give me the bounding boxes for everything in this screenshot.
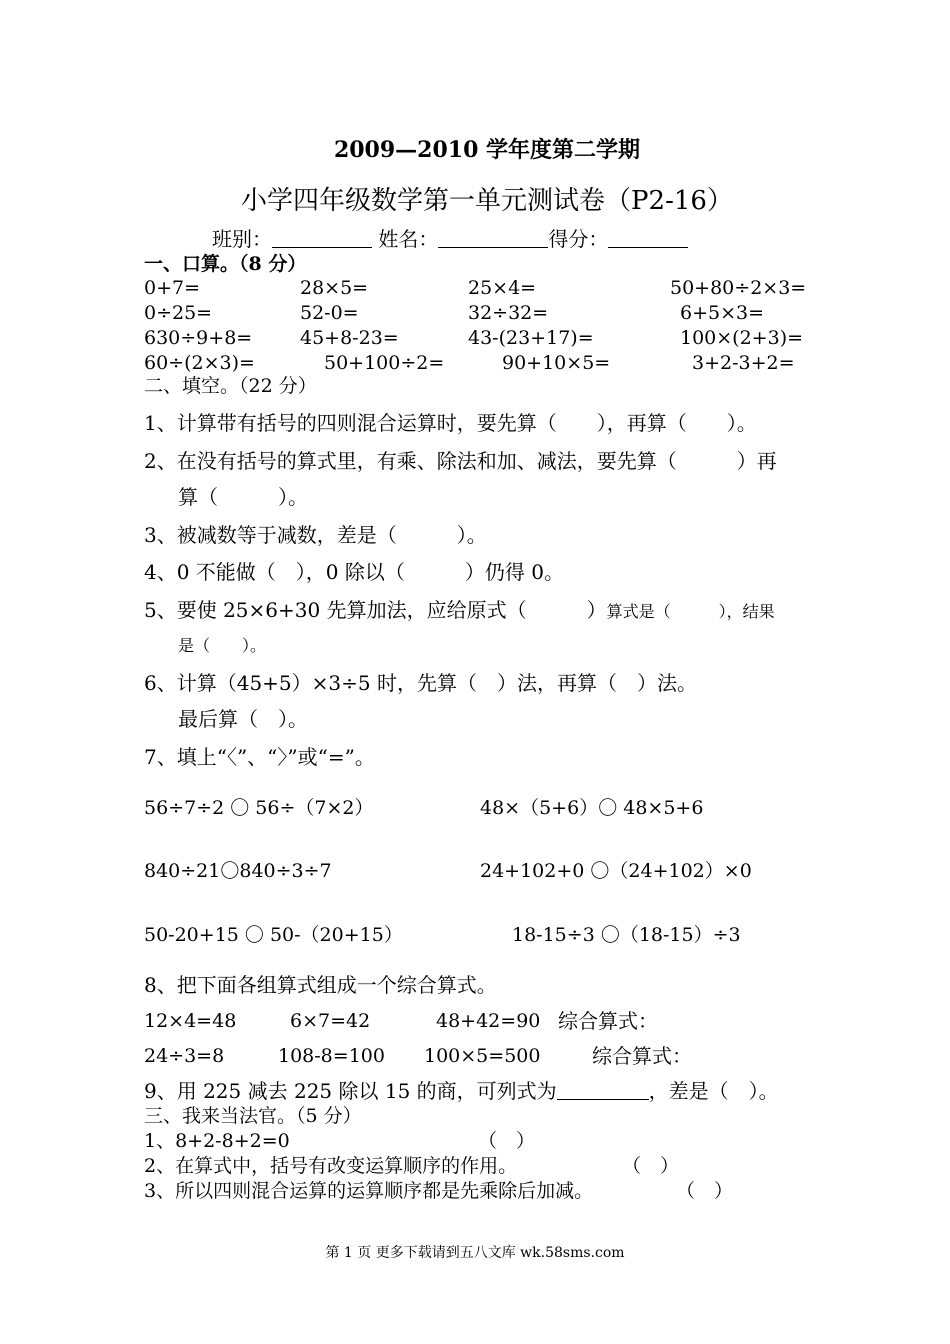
compare-item: 56÷7÷2 〇 56÷（7×2） xyxy=(144,797,374,819)
combine-item: 12×4=48 xyxy=(144,1010,237,1032)
section3-heading: 三、我来当法官。（5 分） xyxy=(144,1105,362,1127)
combine-item: 108-8=100 xyxy=(278,1045,385,1067)
judge-mark[interactable]: （ ） xyxy=(478,1130,536,1152)
oral-item: 100×(2+3)= xyxy=(680,327,804,349)
info-line xyxy=(212,227,688,251)
oral-item: 3+2-3+2= xyxy=(692,352,795,374)
question-9-tail: ，差是（ ）。 xyxy=(648,1079,779,1103)
judge-item-1: 1、8+2-8+2=0 xyxy=(144,1130,290,1152)
oral-item: 28×5= xyxy=(300,277,369,299)
question-5-tail: 算式是（ ），结果 xyxy=(606,602,775,621)
question-1: 1、计算带有括号的四则混合运算时，要先算（ ），再算（ ）。 xyxy=(144,411,757,435)
compare-item: 18-15÷3 〇（18-15）÷3 xyxy=(512,924,741,946)
oral-item: 50+100÷2= xyxy=(324,352,445,374)
question-9-blank[interactable] xyxy=(557,1081,649,1100)
oral-item: 52-0= xyxy=(300,302,359,324)
name-label: 姓名： xyxy=(378,227,439,251)
judge-item-3: 3、所以四则混合运算的运算顺序都是先乘除后加减。 xyxy=(144,1180,594,1202)
oral-item: 90+10×5= xyxy=(502,352,611,374)
question-2-cont: 算（ ）。 xyxy=(178,485,308,509)
combine-item: 100×5=500 xyxy=(424,1045,541,1067)
combine-label: 综合算式： xyxy=(558,1009,658,1033)
combine-item: 6×7=42 xyxy=(290,1010,371,1032)
question-9 xyxy=(144,1079,779,1103)
oral-item: 0+7= xyxy=(144,277,201,299)
judge-item-2: 2、在算式中，括号有改变运算顺序的作用。 xyxy=(144,1155,518,1177)
oral-item: 43-(23+17)= xyxy=(468,327,594,349)
score-blank[interactable] xyxy=(608,229,688,248)
oral-item: 32÷32= xyxy=(468,302,549,324)
question-5 xyxy=(144,598,775,624)
combine-item: 48+42=90 xyxy=(436,1010,541,1032)
school-year-heading: 2009—2010 学年度第二学期 xyxy=(333,137,641,163)
question-2: 2、在没有括号的算式里，有乘、除法和加、减法，要先算（ ）再 xyxy=(144,449,777,473)
page-title: 小学四年级数学第一单元测试卷（P2-16） xyxy=(241,186,733,216)
question-7: 7、填上“〈”、“〉”或“=”。 xyxy=(144,745,375,769)
oral-item: 60÷(2×3)= xyxy=(144,352,255,374)
oral-item: 630÷9+8= xyxy=(144,327,253,349)
question-3: 3、被减数等于减数，差是（ ）。 xyxy=(144,523,487,547)
question-9-text: 9、用 225 减去 225 除以 15 的商，可列式为 xyxy=(144,1079,557,1103)
question-6-cont: 最后算（ ）。 xyxy=(178,707,308,731)
score-label: 得分： xyxy=(548,227,609,251)
compare-item: 48×（5+6）〇 48×5+6 xyxy=(480,797,704,819)
judge-mark[interactable]: （ ） xyxy=(676,1180,734,1202)
oral-item: 45+8-23= xyxy=(300,327,399,349)
question-8: 8、把下面各组算式组成一个综合算式。 xyxy=(144,973,497,997)
compare-item: 24+102+0 〇（24+102）×0 xyxy=(480,860,752,882)
section1-heading: 一、口算。（8 分） xyxy=(144,253,307,275)
compare-item: 50-20+15 〇 50-（20+15） xyxy=(144,924,403,946)
oral-item: 25×4= xyxy=(468,277,537,299)
oral-item: 6+5×3= xyxy=(680,302,765,324)
oral-item: 50+80÷2×3= xyxy=(670,277,807,299)
judge-mark[interactable]: （ ） xyxy=(622,1155,680,1177)
class-label: 班别： xyxy=(212,227,272,251)
section2-heading: 二、填空。（22 分） xyxy=(144,375,317,397)
combine-label: 综合算式： xyxy=(592,1044,692,1068)
class-blank[interactable] xyxy=(272,229,372,248)
page-footer: 第 1 页 更多下载请到五八文库 wk.58sms.com xyxy=(325,1245,625,1261)
question-5-text: 5、要使 25×6+30 先算加法，应给原式（ ） xyxy=(144,598,607,622)
compare-item: 840÷21〇840÷3÷7 xyxy=(144,860,332,882)
combine-item: 24÷3=8 xyxy=(144,1045,225,1067)
question-6: 6、计算（45+5）×3÷5 时，先算（ ）法，再算（ ）法。 xyxy=(144,671,697,695)
oral-item: 0÷25= xyxy=(144,302,213,324)
question-4: 4、0 不能做（ ），0 除以（ ）仍得 0。 xyxy=(144,560,564,584)
question-5-cont: 是（ ）。 xyxy=(178,636,267,655)
name-blank[interactable] xyxy=(438,229,548,248)
